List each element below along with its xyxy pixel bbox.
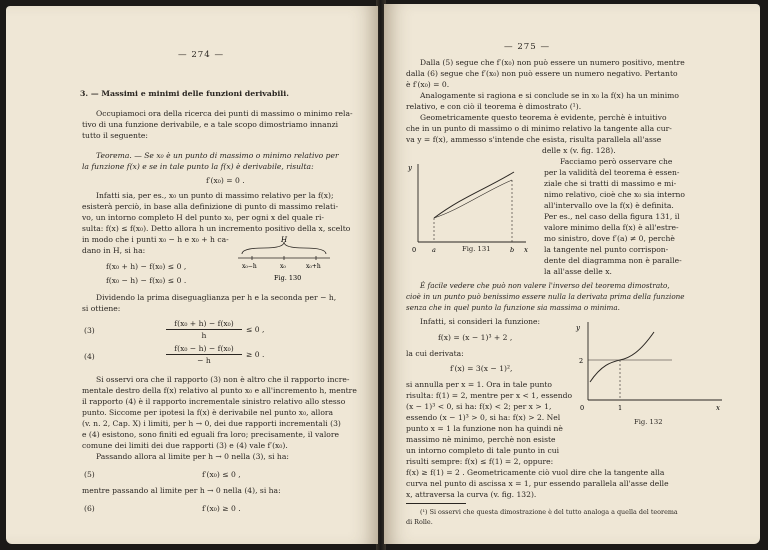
observe-line: mentale destro della f(x) relativo al punto x₀ e all'incremento h, mentre bbox=[82, 386, 357, 395]
fig131-b: b bbox=[510, 246, 515, 254]
derivative-label: la cui derivata: bbox=[406, 349, 464, 358]
side-line: all'intervallo ove la f(x) è definita. bbox=[544, 201, 674, 210]
eq3-tag: (3) bbox=[84, 326, 95, 335]
eq6-tag: (6) bbox=[84, 504, 95, 513]
body-line: punto x = 1 la funzione non ha quindi nè bbox=[406, 424, 563, 433]
fig-132-graph bbox=[572, 316, 728, 416]
text-line: dalla (6) segue che f′(x₀) non può essere un numero negativo. Pertanto bbox=[406, 69, 678, 78]
body-line: x, attraversa la curva (v. fig. 132). bbox=[406, 490, 537, 499]
proof-line: in modo che i punti x₀ − h e x₀ + h ca- bbox=[82, 235, 229, 244]
right-page bbox=[384, 4, 760, 544]
fig131-a: a bbox=[432, 246, 436, 254]
side-line: Per es., nel caso della figura 131, il bbox=[544, 212, 680, 221]
fig132-y-label: y bbox=[576, 324, 580, 332]
side-line: valore minimo della f(x) è all'estre- bbox=[544, 223, 679, 232]
observe-line: punto. Siccome per ipotesi la f(x) è derivabile nel punto x₀, allora bbox=[82, 408, 334, 417]
side-line: mo sinistro, dove f′(a) ≠ 0, perchè bbox=[544, 234, 675, 243]
eq3-fraction-bar bbox=[166, 329, 242, 330]
italic-line: senza che in quel punto la funzione sia massima o minima. bbox=[406, 303, 620, 312]
italic-line: cioè in un punto può benissimo essere nulla la derivata prima della funzione bbox=[406, 292, 685, 301]
side-line: ziale che si tratti di massimo e mi- bbox=[544, 179, 677, 188]
fig-130-diagram bbox=[234, 234, 334, 282]
fig131-caption: Fig. 131 bbox=[462, 245, 491, 253]
consider-line: Infatti, si consideri la funzione: bbox=[420, 317, 541, 326]
divide-line: Dividendo la prima diseguaglianza per h e la seconda per − h, bbox=[96, 293, 337, 302]
fig132-x-label: x bbox=[716, 404, 720, 412]
page-number-left: — 274 — bbox=[178, 50, 225, 60]
theorem-statement: Teorema. — Se x₀ è un punto di massimo o minimo relativo per bbox=[96, 151, 339, 160]
side-line: la tangente nel punto corrispon- bbox=[544, 245, 669, 254]
intro-line: tutto il seguente: bbox=[82, 131, 148, 140]
footnote-line: di Rolle. bbox=[406, 518, 433, 526]
body-line: risulta: f(1) = 2, mentre per x < 1, essendo bbox=[406, 391, 573, 400]
fig132-tick-2: 2 bbox=[579, 357, 584, 365]
body-line: curva nel punto di ascissa x = 1, pur essendo parallela all'asse delle bbox=[406, 479, 669, 488]
fig130-tick-mid: x₀ bbox=[280, 263, 286, 270]
eq4-fraction-bar bbox=[166, 354, 242, 355]
fig131-x-label: x bbox=[524, 246, 528, 254]
body-line: un intorno completo di tale punto in cui bbox=[406, 446, 560, 455]
fig130-label-H: H bbox=[281, 236, 288, 244]
fig131-y-label: y bbox=[408, 164, 412, 172]
observe-line: e (4) esistono, sono finiti ed eguali fra loro; precisamente, il valore bbox=[82, 430, 339, 439]
eq5-formula: f′(x₀) ≤ 0 , bbox=[202, 470, 241, 479]
side-line: la all'asse delle x. bbox=[544, 267, 612, 276]
eq3-relation: ≤ 0 , bbox=[246, 325, 265, 334]
side-line: dente del diagramma non è paralle- bbox=[544, 256, 682, 265]
footnote-rule bbox=[406, 503, 466, 504]
text-line: delle x (v. fig. 128). bbox=[542, 146, 616, 155]
section-heading: 3. — Massimi e minimi delle funzioni derivabili. bbox=[80, 89, 289, 98]
text-line: relativo, e con ciò il teorema è dimostrato (¹). bbox=[406, 102, 582, 111]
text-line: va y = f(x), ammesso s'intende che esista, risulta parallela all'asse bbox=[406, 135, 662, 144]
body-line: f(x) ≥ f(1) = 2 . Geometricamente ciò vuol dire che la tangente alla bbox=[406, 468, 665, 477]
eq4-numerator: f(x₀ − h) − f(x₀) bbox=[174, 344, 234, 353]
observe-line: Si osservi ora che il rapporto (3) non è altro che il rapporto incre- bbox=[96, 375, 350, 384]
text-line: che in un punto di massimo o di minimo relativo la tangente alla cur- bbox=[406, 124, 672, 133]
body-line: massimo nè minimo, perchè non esiste bbox=[406, 435, 556, 444]
left-page bbox=[6, 6, 378, 544]
observe-line: Passando allora al limite per h → 0 nella (3), si ha: bbox=[96, 452, 289, 461]
body-line: (x − 1)³ < 0, si ha: f(x) < 2; per x > 1, bbox=[406, 402, 552, 411]
fig132-caption: Fig. 132 bbox=[634, 418, 663, 426]
tangent-line bbox=[434, 180, 512, 218]
side-line: nimo relativo, cioè che x₀ sia interno bbox=[544, 190, 685, 199]
fig131-origin: 0 bbox=[412, 246, 417, 254]
eq3-numerator: f(x₀ + h) − f(x₀) bbox=[174, 319, 234, 328]
proof-line: dano in H, si ha: bbox=[82, 246, 146, 255]
theorem-statement: la funzione f(x) e se in tale punto la f(x) è derivabile, risulta: bbox=[82, 162, 314, 171]
proof-line: sulta: f(x) ≤ f(x₀). Detto allora h un incremento positivo della x, scelto bbox=[82, 224, 351, 233]
page-number-right: — 275 — bbox=[504, 42, 551, 52]
eq4-relation: ≥ 0 . bbox=[246, 350, 265, 359]
proof-line: esisterà perciò, in base alla definizione di punto di massimo relati- bbox=[82, 202, 339, 211]
body-line: essendo (x − 1)³ > 0, si ha: f(x) > 2. Nel bbox=[406, 413, 561, 422]
fig130-tick-left: x₀−h bbox=[242, 263, 257, 270]
text-line: Geometricamente questo teorema è evidente, perchè è intuitivo bbox=[420, 113, 667, 122]
divide-line: si ottiene: bbox=[82, 304, 121, 313]
observe-line: comune dei limiti dei due rapporti (3) e (4) vale f′(x₀). bbox=[82, 441, 288, 450]
while-line: mentre passando al limite per h → 0 nella (4), si ha: bbox=[82, 486, 281, 495]
eq4-tag: (4) bbox=[84, 352, 95, 361]
function-formula: f(x) = (x − 1)³ + 2 , bbox=[438, 333, 513, 342]
proof-line: Infatti sia, per es., x₀ un punto di massimo relativo per la f(x); bbox=[96, 191, 334, 200]
fig130-caption: Fig. 130 bbox=[274, 274, 302, 282]
eq4-denominator: − h bbox=[197, 356, 211, 365]
body-line: si annulla per x = 1. Ora in tale punto bbox=[406, 380, 552, 389]
text-line: è f′(x₀) = 0. bbox=[406, 80, 450, 89]
theorem-formula: f′(x₀) = 0 . bbox=[206, 176, 245, 185]
intro-line: tivo di una funzione derivabile, e a tale scopo dimostriamo innanzi bbox=[82, 120, 339, 129]
text-line: Analogamente si ragiona e si conclude se in x₀ la f(x) ha un minimo bbox=[420, 91, 679, 100]
eq3-denominator: h bbox=[201, 331, 207, 340]
fig132-origin: 0 bbox=[580, 404, 585, 412]
fig132-tick-1: 1 bbox=[618, 404, 623, 412]
fig-131-graph bbox=[404, 156, 534, 258]
fig130-tick-right: x₀+h bbox=[306, 263, 321, 270]
text-line: Dalla (5) segue che f′(x₀) non può essere un numero positivo, mentre bbox=[420, 58, 685, 67]
curve bbox=[434, 172, 514, 218]
observe-line: (v. n. 2, Cap. X) i limiti, per h → 0, dei due rapporti incrementali (3) bbox=[82, 419, 341, 428]
observe-line: il rapporto (4) è il rapporto incrementale sinistro relativo allo stesso bbox=[82, 397, 346, 406]
italic-line: È facile vedere che può non valere l'inverso del teorema dimostrato, bbox=[420, 281, 670, 290]
inequality-2: f(x₀ − h) − f(x₀) ≤ 0 . bbox=[106, 276, 187, 285]
side-line: per la validità del teorema è essen- bbox=[544, 168, 680, 177]
eq6-formula: f′(x₀) ≥ 0 . bbox=[202, 504, 241, 513]
body-line: risulti sempre: f(x) ≤ f(1) = 2, oppure: bbox=[406, 457, 554, 466]
inequality-1: f(x₀ + h) − f(x₀) ≤ 0 , bbox=[106, 262, 187, 271]
curve bbox=[590, 332, 654, 382]
proof-line: vo, un intorno completo H del punto x₀, per ogni x del quale ri- bbox=[82, 213, 324, 222]
intro-line: Occupiamoci ora della ricerca dei punti di massimo o minimo rela- bbox=[96, 109, 353, 118]
derivative-formula: f′(x) = 3(x − 1)², bbox=[450, 364, 513, 373]
footnote-line: (¹) Si osservi che questa dimostrazione è del tutto analoga a quella del teorema bbox=[420, 508, 678, 516]
side-line: Facciamo però osservare che bbox=[560, 157, 673, 166]
eq5-tag: (5) bbox=[84, 470, 95, 479]
